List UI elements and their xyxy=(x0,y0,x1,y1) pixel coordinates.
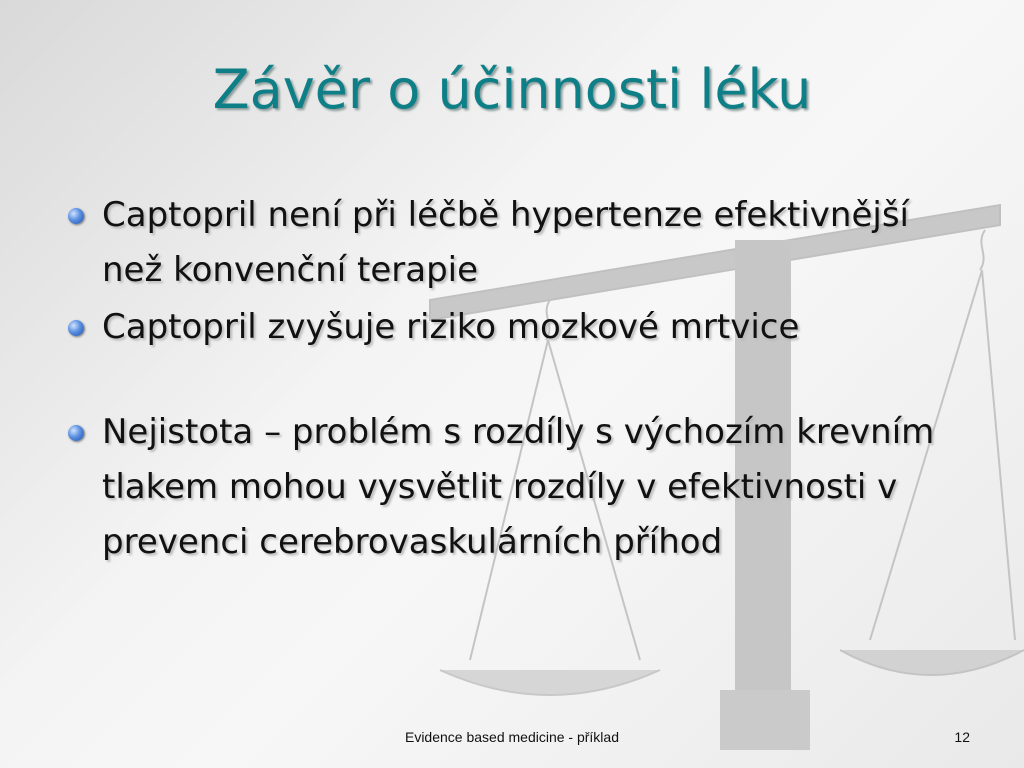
bullet-item xyxy=(62,405,962,570)
footer-text: Evidence based medicine - příklad xyxy=(404,729,619,745)
blue-sphere-bullet-icon xyxy=(68,320,84,336)
page-number: 12 xyxy=(954,729,970,745)
bullet-item xyxy=(62,300,962,355)
blue-sphere-bullet-icon xyxy=(68,208,84,224)
bullet-text: Nejistota – problém s rozdíly s výchozím krevním tlakem mohou vysvětlit rozdíly v efektivnosti v prevenci cerebrovaskulárních příhod xyxy=(102,412,935,562)
bullet-text: Captopril není při léčbě hypertenze efektivnější než konvenční terapie xyxy=(102,195,909,290)
bullet-item xyxy=(62,188,962,298)
bullet-text: Captopril zvyšuje riziko mozkové mrtvice xyxy=(102,307,800,347)
slide-title: Závěr o účinnosti léku xyxy=(212,58,812,121)
bullet-list xyxy=(62,188,962,570)
blue-sphere-bullet-icon xyxy=(68,425,84,441)
